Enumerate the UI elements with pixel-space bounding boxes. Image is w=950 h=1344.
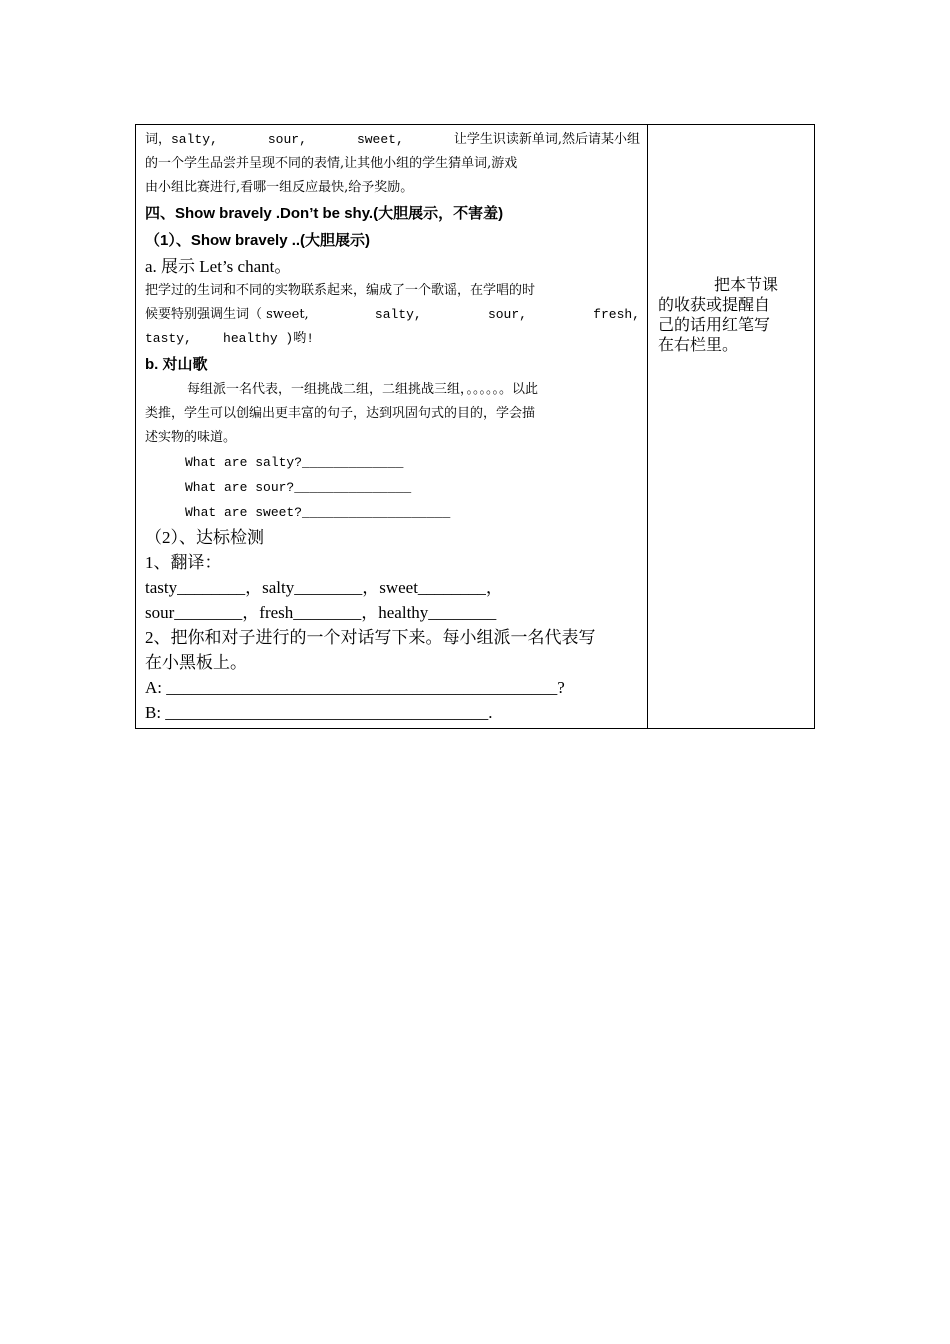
duishan-line-3: 述实物的味道。: [145, 430, 237, 445]
intro-line-3: 由小组比赛进行,看哪一组反应最快,给予奖励。: [145, 180, 414, 195]
translate-line-2: sour________，fresh________，healthy________: [145, 603, 497, 622]
intro-word-3: sweet,: [356, 132, 404, 147]
subsection-2-heading: （2）、达标检测: [145, 528, 264, 547]
intro-line-1: [145, 128, 640, 152]
section-heading-4: 四、Show bravely .Don’t be shy.(大胆展示，不害羞): [145, 205, 504, 222]
activity-cell: [145, 128, 640, 725]
column-divider: [647, 125, 648, 728]
dialogue-instruction-1: 2、把你和对子进行的一个对话写下来。每小组派一名代表写: [145, 628, 596, 647]
question-sour: What are sour?_______________: [185, 480, 412, 495]
chant-word-4: fresh,: [593, 307, 640, 322]
intro-word-1: 词，salty,: [145, 132, 218, 147]
chant-line-2: [145, 303, 640, 327]
intro-word-2: sour,: [267, 132, 307, 147]
question-salty: What are salty?_____________: [185, 455, 404, 470]
chant-word-2: salty,: [374, 307, 422, 322]
chant-heading: a. 展示 Let’s chant。: [145, 257, 292, 276]
dialogue-line-b: B: ______________________________________.: [145, 703, 493, 722]
dialogue-line-a: A: ______________________________________________?: [145, 678, 565, 697]
translate-heading: 1、翻译：: [145, 553, 222, 572]
reflection-cell: [658, 275, 794, 355]
duishan-line-2: 类推，学生可以创编出更丰富的句子，达到巩固句式的目的，学会描: [145, 406, 536, 421]
reflection-line-1: 把本节课: [714, 275, 779, 294]
duishan-line-1: 每组派一名代表，一组挑战二组，二组挑战三组，。。。。。。以此: [187, 382, 539, 397]
chant-line-1: 把学过的生词和不同的实物联系起来，编成了一个歌谣，在学唱的时: [145, 283, 536, 298]
reflection-line-2: 的收获或提醒自: [658, 295, 771, 314]
subsection-1-heading: （1）、Show bravely ..(大胆展示): [145, 232, 371, 249]
translate-line-1: tasty________，salty________，sweet________，: [145, 578, 503, 597]
chant-word-1: 候要特别强调生词（ sweet,: [145, 307, 309, 322]
lesson-table: [135, 124, 815, 729]
chant-words: tasty, healthy )哟!: [145, 331, 315, 346]
intro-line-2: 的一个学生品尝并呈现不同的表情,让其他小组的学生猜单词,游戏: [145, 156, 518, 171]
reflection-line-4: 在右栏里。: [658, 335, 739, 354]
chant-line-3: [145, 327, 640, 351]
dialogue-instruction-2: 在小黑板上。: [145, 653, 247, 672]
chant-word-3: sour,: [487, 307, 527, 322]
reflection-line-3: 己的话用红笔写: [658, 315, 771, 334]
intro-word-4: 让学生识读新单词,然后请某小组: [453, 132, 640, 147]
question-sweet: What are sweet?___________________: [185, 505, 451, 520]
duishan-heading: b. 对山歌: [145, 356, 208, 373]
